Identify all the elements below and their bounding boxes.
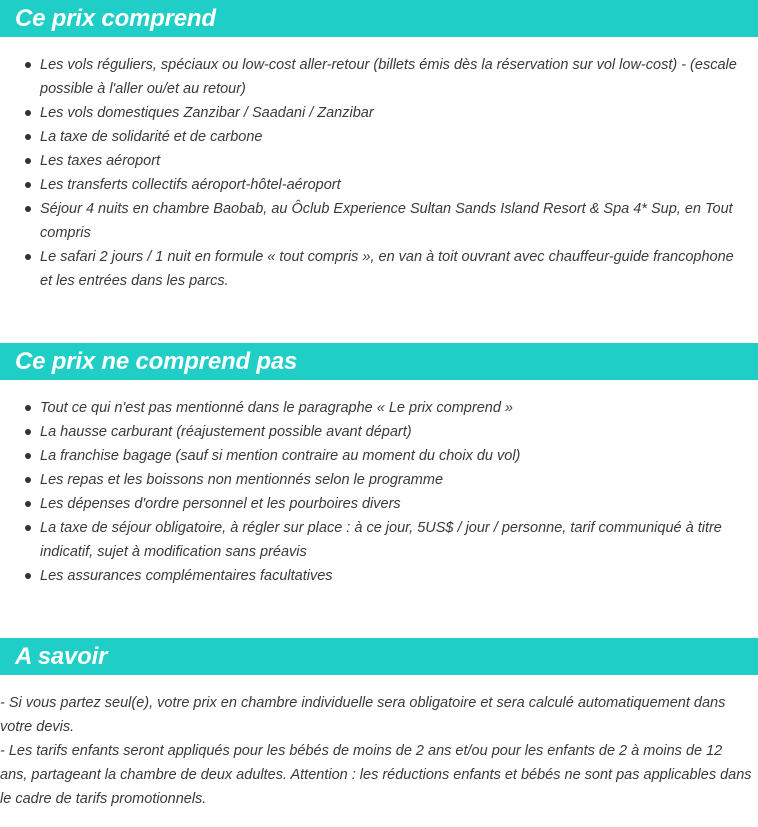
list-item: [0, 149, 758, 173]
list-item-text: Tout ce qui n'est pas mentionné dans le paragraphe « Le prix comprend »: [40, 400, 513, 416]
bullet-icon: [25, 429, 31, 435]
list-item: [0, 420, 758, 444]
list-item: [0, 396, 758, 420]
list-item-text: Les taxes aéroport: [40, 153, 161, 169]
bullet-icon: [25, 477, 31, 483]
list-item: [0, 53, 758, 101]
list-item: [0, 197, 758, 245]
list-item-text: La hausse carburant (réajustement possible avant départ): [40, 424, 412, 440]
excludes-list: [0, 396, 758, 588]
list-item-text: Le safari 2 jours / 1 nuit en formule « tout compris », en van à toit ouvrant avec chauffeur-guide francophone et les entrées dans les parcs.: [40, 249, 734, 289]
list-item: [0, 516, 758, 564]
bullet-icon: [25, 405, 31, 411]
bullet-icon: [25, 158, 31, 164]
section-title-good-to-know: A savoir: [0, 638, 758, 675]
list-item: [0, 245, 758, 293]
good-to-know-paragraph: - Si vous partez seul(e), votre prix en chambre individuelle sera obligatoire et sera calculé automatiquement dans votre devis.: [0, 695, 726, 735]
includes-list: [0, 53, 758, 293]
good-to-know-paragraph: - Les tarifs enfants seront appliqués pour les bébés de moins de 2 ans et/ou pour les enfants de 2 à moins de 12 ans, partageant la chambre de deux adultes. Attention : les réductions enfants et bébés ne sont pas applicables dans le cadre de tarifs promotionnels.: [0, 743, 752, 807]
bullet-icon: [25, 501, 31, 507]
list-item-text: La taxe de solidarité et de carbone: [40, 129, 263, 145]
bullet-icon: [25, 573, 31, 579]
list-item-text: Les vols domestiques Zanzibar / Saadani / Zanzibar: [40, 105, 374, 121]
bullet-icon: [25, 206, 31, 212]
list-item: [0, 564, 758, 588]
bullet-icon: [25, 525, 31, 531]
section-title-excludes: Ce prix ne comprend pas: [0, 343, 758, 380]
list-item-text: Les dépenses d'ordre personnel et les pourboires divers: [40, 496, 401, 512]
list-item: [0, 492, 758, 516]
bullet-icon: [25, 254, 31, 260]
list-item-text: Les transferts collectifs aéroport-hôtel-aéroport: [40, 177, 341, 193]
list-item-text: Séjour 4 nuits en chambre Baobab, au Ôclub Experience Sultan Sands Island Resort & Spa 4* Sup, en Tout compris: [40, 201, 733, 241]
list-item-text: La taxe de séjour obligatoire, à régler sur place : à ce jour, 5US$ / jour / personne, tarif communiqué à titre indicatif, sujet à modification sans préavis: [40, 520, 722, 560]
bullet-icon: [25, 62, 31, 68]
bullet-icon: [25, 182, 31, 188]
section-title-includes: Ce prix comprend: [0, 0, 758, 37]
list-item-text: La franchise bagage (sauf si mention contraire au moment du choix du vol): [40, 448, 521, 464]
list-item-text: Les assurances complémentaires facultatives: [40, 568, 333, 584]
list-item: [0, 125, 758, 149]
list-item: [0, 173, 758, 197]
list-item: [0, 468, 758, 492]
bullet-icon: [25, 134, 31, 140]
bullet-icon: [25, 453, 31, 459]
bullet-icon: [25, 110, 31, 116]
list-item-text: Les repas et les boissons non mentionnés selon le programme: [40, 472, 444, 488]
list-item-text: Les vols réguliers, spéciaux ou low-cost aller-retour (billets émis dès la réservation sur vol low-cost) - (escale possible à l'aller ou/et au retour): [40, 57, 737, 97]
list-item: [0, 444, 758, 468]
list-item: [0, 101, 758, 125]
good-to-know-text: [0, 691, 758, 811]
